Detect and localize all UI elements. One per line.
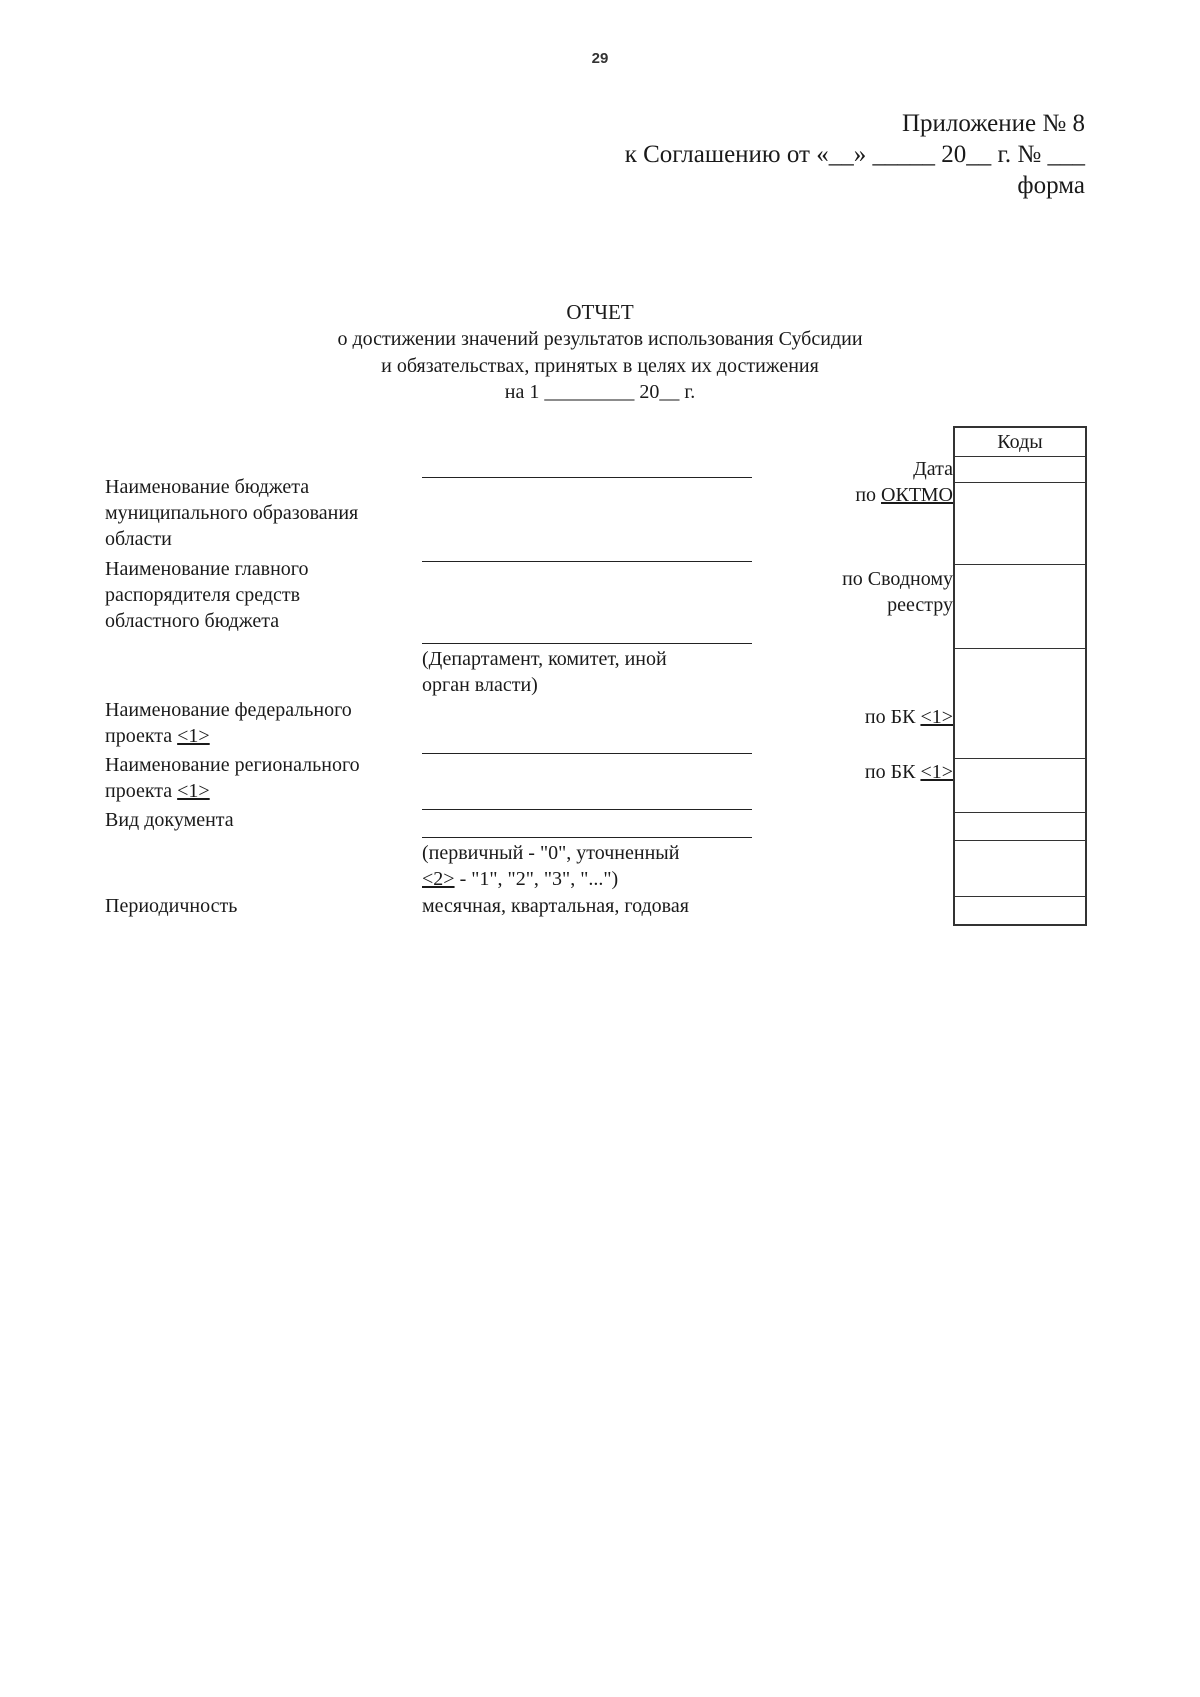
periodicity-label: Периодичность bbox=[105, 895, 238, 917]
periodicity-value: месячная, квартальная, годовая bbox=[422, 895, 689, 917]
oktmo-code-label: по ОКТМО bbox=[855, 484, 953, 506]
bk-code-label-2: по БК <1> bbox=[864, 761, 953, 783]
report-date-line: на 1 _________ 20__ г. bbox=[504, 381, 696, 403]
codes-table bbox=[953, 426, 1087, 926]
periodicity-code-cell[interactable] bbox=[955, 896, 1085, 897]
registry-code-label: по Сводному реестру bbox=[842, 568, 953, 616]
doc-type-code-cell[interactable] bbox=[955, 812, 1085, 813]
date-code-cell[interactable] bbox=[955, 456, 1085, 457]
manager-name-label: Наименование главного распорядителя средств областного бюджета bbox=[105, 558, 309, 632]
form-label: форма bbox=[1017, 172, 1085, 199]
codes-header: Коды bbox=[997, 431, 1043, 453]
page-number: 29 bbox=[591, 50, 609, 67]
budget-name-label: Наименование бюджета муниципального образования области bbox=[105, 476, 359, 550]
footnote-ref-1[interactable]: <1> bbox=[177, 780, 210, 802]
manager-name-field[interactable] bbox=[422, 643, 752, 644]
footnote-ref-2[interactable]: <2> bbox=[422, 868, 455, 890]
appendix-number: Приложение № 8 bbox=[901, 110, 1085, 137]
registry-code-cell[interactable] bbox=[955, 564, 1085, 565]
report-title: ОТЧЕТ bbox=[566, 300, 634, 324]
doc-type-label: Вид документа bbox=[105, 809, 234, 831]
appendix-header bbox=[625, 108, 1085, 201]
bk-code-cell-2[interactable] bbox=[955, 758, 1085, 759]
report-subtitle-2: и обязательствах, принятых в целях их достижения bbox=[381, 355, 819, 377]
agreement-reference: к Соглашению от «__» _____ 20__ г. № ___ bbox=[624, 141, 1085, 168]
regional-project-field[interactable] bbox=[422, 809, 752, 810]
doc-type-field[interactable] bbox=[422, 837, 752, 838]
regional-project-label: Наименование регионального проекта <1> bbox=[105, 754, 360, 802]
doc-type-hint: (первичный - "0", уточненный <2> - "1", "2", "3", "...") bbox=[422, 842, 680, 890]
manager-hint: (Департамент, комитет, иной орган власти) bbox=[422, 648, 667, 696]
bk-code-label-1: по БК <1> bbox=[864, 706, 953, 728]
doc-type-code-subcell[interactable] bbox=[955, 840, 1085, 841]
budget-name-field-underline[interactable] bbox=[422, 561, 752, 562]
report-subtitle-1: о достижении значений результатов использования Субсидии bbox=[337, 328, 863, 350]
federal-project-label: Наименование федерального проекта <1> bbox=[105, 699, 352, 747]
oktmo-code-cell[interactable] bbox=[955, 482, 1085, 483]
date-code-label: Дата bbox=[913, 458, 953, 480]
bk-code-cell-1[interactable] bbox=[955, 648, 1085, 649]
budget-name-field[interactable] bbox=[422, 477, 752, 478]
federal-project-field[interactable] bbox=[422, 753, 752, 754]
footnote-ref-1[interactable]: <1> bbox=[177, 725, 210, 747]
